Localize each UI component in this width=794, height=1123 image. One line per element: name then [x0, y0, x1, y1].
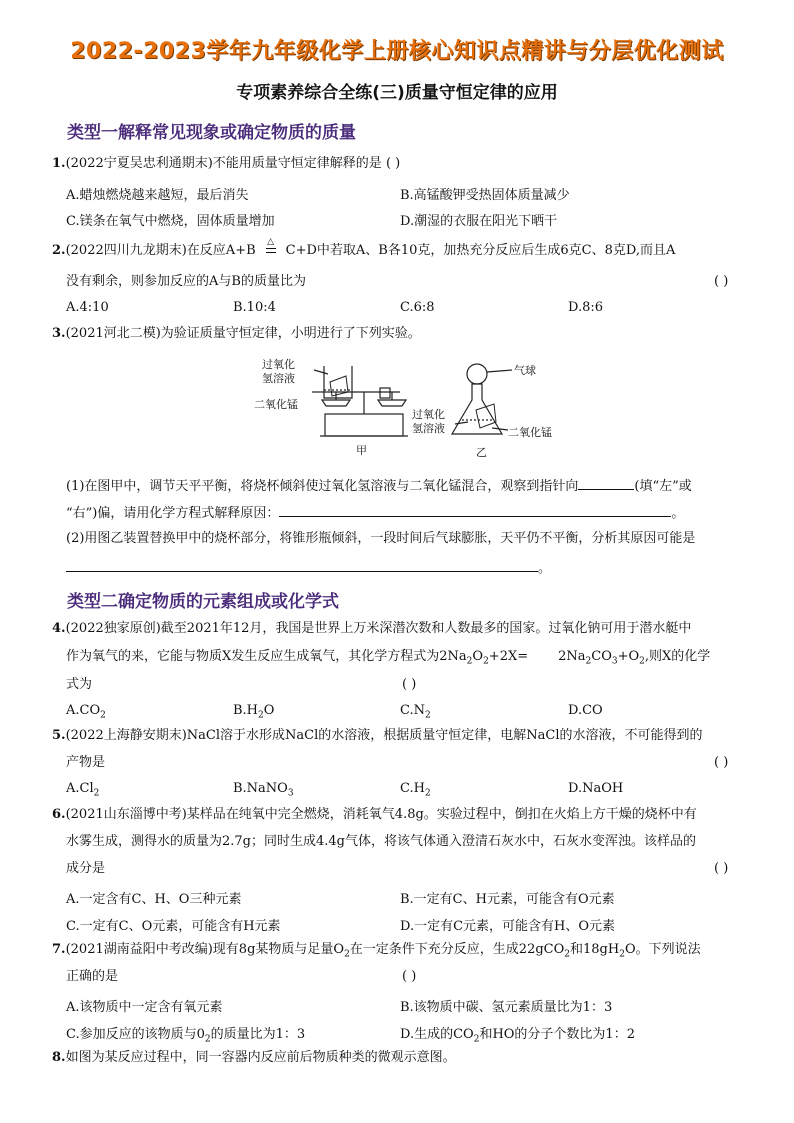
question-stem-cont: O。下列说法: [624, 942, 701, 957]
q3-part1: [66, 477, 692, 495]
answer-blank[interactable]: [578, 477, 634, 490]
option-b: B.高锰酸钾受热固体质量减少: [400, 188, 570, 203]
question-stem: (2021河北二模)为验证质量守恒定律，小明进行了下列实验。: [65, 326, 421, 341]
delta-symbol: △: [267, 237, 275, 247]
option-a: $A.Cl_2$: [66, 781, 100, 799]
option-d: D.生成的$CO_2$和HO的分子个数比为1：2: [400, 1027, 635, 1045]
answer-paren: ( ): [714, 755, 729, 770]
option-b: B.NaNO$_3$: [233, 781, 294, 799]
balloon: [467, 364, 487, 384]
question-number: 3.: [52, 326, 66, 341]
option-c: C.6:8: [400, 300, 435, 315]
question-number: 7.: [52, 942, 66, 957]
option-text: C.N: [400, 703, 425, 718]
question-number: 2.: [52, 243, 66, 258]
option-text: D.生成的CO: [400, 1027, 474, 1042]
page-subtitle: 专项素养综合全练(三)质量守恒定律的应用: [236, 83, 558, 103]
equation-part: ,则X的化学: [644, 649, 711, 664]
question-7-line2: 正确的是: [66, 969, 119, 984]
question-stem: (2022上海静安期末)NaCl溶于水形成NaCl的水溶液，根据质量守恒定律，电解NaCl的水溶液，不可能得到的: [65, 728, 703, 743]
option-text: A.Cl: [66, 781, 94, 796]
question-7: 7.(2021湖南益阳中考改编)现有8g某物质与足量$O_2$在一定条件下充分反应，生成22gCO$_2$和$18gH_2O$。下列说法: [52, 942, 701, 960]
label-h2o2-right: 过氧化: [412, 408, 445, 421]
question-4: [52, 621, 691, 637]
option-a: A.一定含有C、H、O三种元素: [66, 892, 242, 907]
question-number: 4.: [52, 621, 66, 636]
option-a: A.该物质中一定含有氧元素: [66, 1000, 223, 1015]
option-b: B.一定有C、H元素，可能含有O元素: [400, 892, 615, 907]
option-d: D.潮湿的衣服在阳光下晒干: [400, 214, 558, 229]
experiment-figure: [250, 352, 570, 462]
question-4-line3: 式为: [66, 677, 93, 692]
option-text: B.NaNO: [233, 781, 288, 796]
option-b: $B.H_2O$: [233, 703, 275, 721]
q3-part1-hint: (填“左”或: [634, 479, 692, 494]
label-mno2-left: 二氧化锰: [254, 398, 298, 411]
label-mno2-right: 二氧化锰: [508, 426, 552, 439]
question-1: [52, 156, 400, 172]
section-heading-2: 类型二确定物质的元素组成或化学式: [67, 592, 339, 612]
option-a: $A.CO_2$: [66, 703, 106, 721]
option-b: B.该物质中碳、氢元素质量比为1：3: [400, 1000, 613, 1015]
question-number: 8.: [52, 1050, 66, 1065]
question-number: 5.: [52, 728, 66, 743]
period: 。: [671, 506, 685, 521]
question-3: [52, 326, 421, 342]
question-2-line2: 没有剩余，则参加反应的A与B的质量比为: [66, 274, 306, 289]
label-balloon: 气球: [514, 364, 536, 377]
option-a: A.4:10: [66, 300, 109, 315]
option-d: D.CO: [568, 703, 603, 718]
question-5-line2: 产物是: [66, 755, 106, 770]
option-d: D.8:6: [568, 300, 604, 315]
label-h2o2-left-2: 氢溶液: [262, 372, 295, 385]
q3-part2-line2: [66, 559, 551, 577]
question-number: 6.: [52, 807, 66, 822]
question-2: [52, 237, 676, 259]
option-c: $C.N_2$: [400, 703, 431, 721]
question-number: 1.: [52, 156, 66, 171]
label-yi: 乙: [476, 446, 487, 459]
question-stem-cont: 在一定条件下充分反应，生成22gCO: [349, 942, 565, 957]
question-6: [52, 807, 697, 823]
answer-paren: ( ): [714, 861, 729, 876]
heat-arrow: [256, 237, 286, 259]
question-stem-cont: 和18gH: [570, 942, 620, 957]
label-h2o2-right-2: 氢溶液: [412, 422, 445, 435]
answer-paren: ( ): [402, 969, 417, 984]
option-c: C.参加反应的该物质与$0_2$的质量比为1：3: [66, 1027, 306, 1045]
option-b: B.10:4: [233, 300, 276, 315]
answer-paren: ( ): [714, 274, 729, 289]
q3-part1-line2: [66, 504, 684, 522]
page-title: 2022-2023学年九年级化学上册核心知识点精讲与分层优化测试: [70, 39, 724, 64]
option-text: B.H: [233, 703, 259, 718]
question-5: [52, 728, 703, 744]
option-c: $C.H_2$: [400, 781, 431, 799]
question-stem: (2021湖南益阳中考改编)现有8g某物质与足量O: [65, 942, 345, 957]
option-text: 和HO的分子个数比为1：2: [479, 1027, 635, 1042]
question-4-line2: 作为氧气的来，它能与物质X发生反应生成氧气，其化学方程式为$2Na_2O_2+2X= 2Na_2CO_3+O_2$,则X的化学: [66, 649, 711, 667]
option-d: D.一定有C元素，可能含有H、O元素: [400, 919, 616, 934]
question-stem: (2021山东淄博中考)某样品在纯氧中完全燃烧，消耗氧气4.8g。实验过程中，倒扣在火焰上方干燥的烧杯中有: [65, 807, 697, 822]
answer-paren: ( ): [402, 677, 417, 692]
balance-base: [325, 414, 403, 436]
label-h2o2-left: 过氧化: [262, 358, 295, 371]
question-8: [52, 1050, 456, 1066]
beaker: [324, 366, 352, 398]
question-stem: (2022四川九龙期末)在反应A+B: [65, 243, 256, 258]
answer-blank[interactable]: [66, 559, 538, 572]
right-pan: [378, 400, 406, 406]
option-text: A.CO: [66, 703, 101, 718]
period: 。: [538, 561, 552, 576]
option-text: C.H: [400, 781, 425, 796]
question-stem: (2022宁夏吴忠利通期末)不能用质量守恒定律解释的是 ( ): [65, 156, 401, 171]
option-text: 的质量比为1：3: [210, 1027, 306, 1042]
label-jia: 甲: [356, 444, 367, 457]
q3-part1-text2: “右”)偏，请用化学方程式解释原因：: [66, 506, 280, 521]
left-pan: [322, 400, 350, 406]
option-text: C.参加反应的该物质与0: [66, 1027, 205, 1042]
weight-block: [380, 388, 390, 398]
question-stem-cont: C+D中若取A、B各10克，加热充分反应后生成6克C、8克D,而且A: [285, 243, 676, 258]
option-d: D.NaOH: [568, 781, 624, 796]
section-heading-1: 类型一解释常见现象或确定物质的质量: [67, 123, 356, 143]
question-6-line2: 水雾生成，测得水的质量为2.7g；同时生成4.4g气体，将该气体通入澄清石灰水中，石灰水变浑浊。该样品的: [66, 834, 696, 849]
test-tube: [330, 376, 348, 396]
option-a: A.蜡烛燃烧越来越短，最后消失: [66, 188, 249, 203]
question-stem: (2022独家原创)截至2021年12月，我国是世界上万米深潜次数和人数最多的国家。过氧化钠可用于潜水艇中: [65, 621, 692, 636]
option-c: C.镁条在氧气中燃烧，固体质量增加: [66, 214, 275, 229]
equation-part: 2Na: [558, 649, 586, 664]
q3-part1-text: (1)在图甲中，调节天平平衡，将烧杯倾斜使过氧化氢溶液与二氧化锰混合，观察到指针向: [66, 479, 579, 494]
question-6-line3: 成分是: [66, 861, 106, 876]
answer-blank[interactable]: [279, 504, 671, 517]
question-stem: 如图为某反应过程中，同一容器内反应前后物质种类的微观示意图。: [65, 1050, 456, 1065]
option-c: C.一定有C、O元素，可能含有H元素: [66, 919, 281, 934]
equation-part: 作为氧气的来，它能与物质X发生反应生成氧气，其化学方程式为2Na: [66, 649, 467, 664]
q3-part2: (2)用图乙装置替换甲中的烧杯部分，将锥形瓶倾斜，一段时间后气球膨胀，天平仍不平衡，分析其原因可能是: [66, 531, 696, 546]
